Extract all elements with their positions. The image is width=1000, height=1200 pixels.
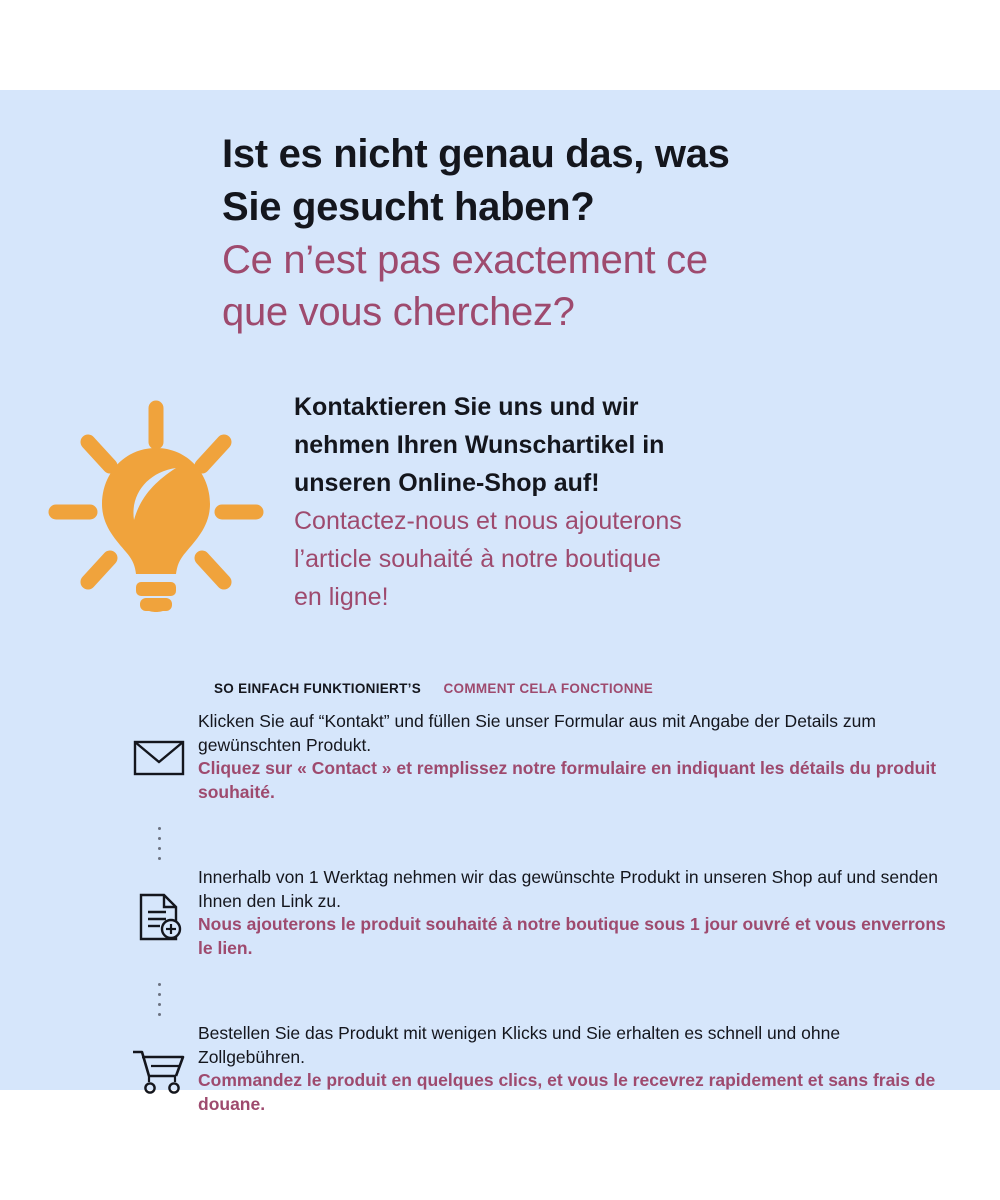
subhead-fr-line3: en ligne! [294,583,389,611]
envelope-icon [132,736,186,778]
step-icon-wrap [120,866,198,942]
step-icon-wrap [120,1022,198,1094]
subhead-de-line1: Kontaktieren Sie uns und wir [294,393,639,421]
headline-de-line2: Sie gesucht haben? [222,184,595,229]
step-fr: Commandez le produit en quelques clics, et vous le recevrez rapidement et sans frais de douane. [198,1070,936,1114]
headline-fr-line2: que vous cherchez? [222,290,575,335]
step-de: Innerhalb von 1 Werktag nehmen wir das gewünschte Produkt in unseren Shop auf und senden Ihnen den Link zu. [198,867,939,911]
lightbulb-icon [36,390,276,630]
steps-list [120,710,950,1132]
step-de: Bestellen Sie das Produkt mit wenigen Klicks und Sie erhalten es schnell und ohne Zollgebühren. [198,1023,841,1067]
step-connector [120,820,950,866]
steps-header-de: SO EINFACH FUNKTIONIERT’S [214,681,422,696]
steps-header-fr: COMMENT CELA FONCTIONNE [443,681,654,696]
step-fr: Cliquez sur « Contact » et remplissez notre formulaire en indiquant les détails du produit souhaité. [198,758,937,802]
subhead-de-line2: nehmen Ihren Wunschartikel in [294,431,665,459]
subheadline-block [294,388,914,616]
headline-block [222,128,942,339]
step-de: Klicken Sie auf “Kontakt” und füllen Sie unser Formular aus mit Angabe der Details zum gewünschten Produkt. [198,711,876,755]
step-text [198,710,950,805]
list-item [120,1022,950,1132]
lightbulb-illustration [36,390,276,630]
headline-de-line1: Ist es nicht genau das, was [222,132,730,176]
step-connector [120,976,950,1022]
shopping-cart-icon [131,1048,187,1094]
step-text [198,866,950,961]
promo-banner [0,90,1000,1114]
list-item [120,866,950,976]
headline-fr-line1: Ce n’est pas exactement ce [222,237,708,282]
list-item [120,710,950,820]
step-fr: Nous ajouterons le produit souhaité à notre boutique sous 1 jour ouvré et vous enverrons le lien. [198,914,946,958]
step-icon-wrap [120,710,198,778]
dotted-line [120,976,198,1022]
steps-header [214,680,653,698]
step-text [198,1022,950,1117]
document-add-icon [136,892,182,942]
subhead-fr-line1: Contactez-nous et nous ajouterons [294,507,682,535]
subhead-fr-line2: l’article souhaité à notre boutique [294,545,661,573]
dotted-line [120,820,198,866]
subhead-de-line3: unseren Online-Shop auf! [294,469,600,497]
